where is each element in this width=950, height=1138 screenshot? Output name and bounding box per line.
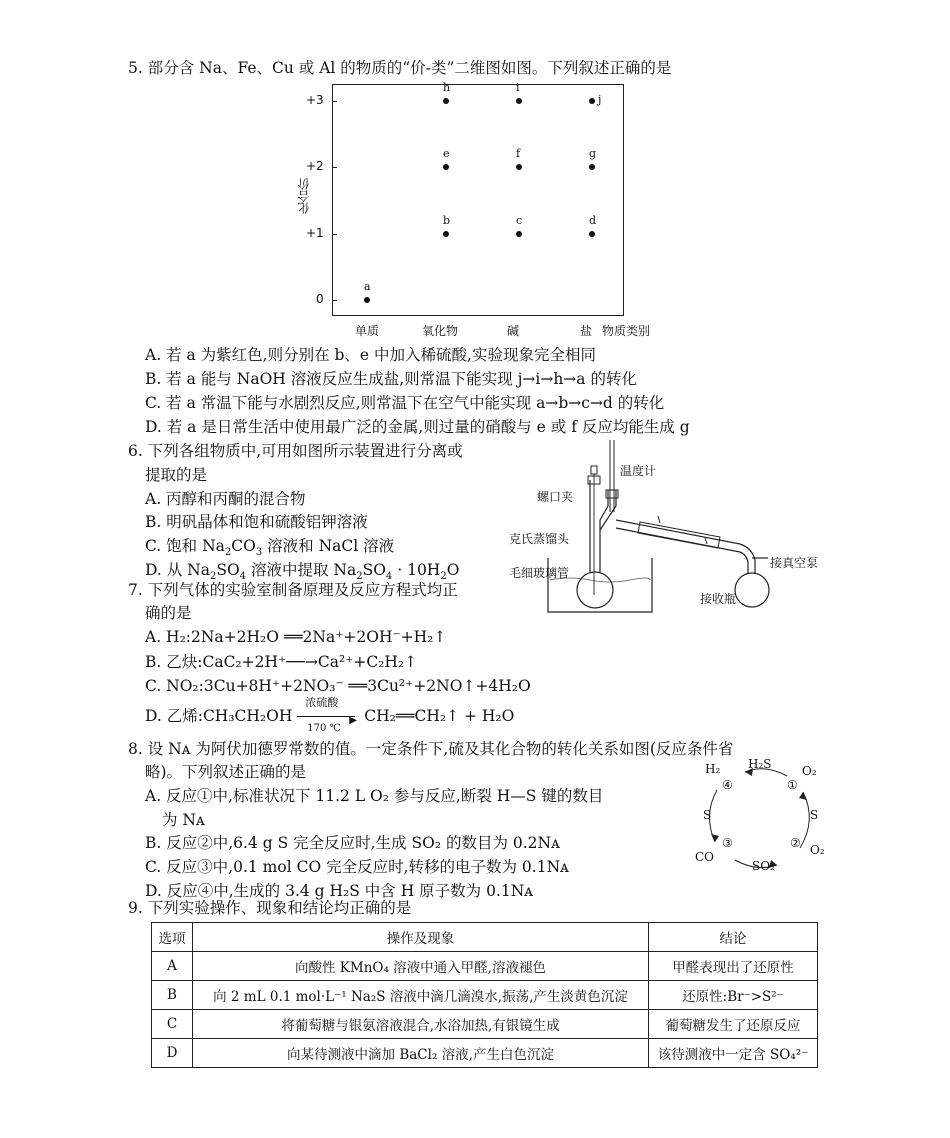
cell-operation: 向 2 mL 0.1 mol·L⁻¹ Na₂S 溶液中滴几滴溴水,振荡,产生淡黄色沉淀: [193, 981, 649, 1010]
q8-option-a-line2: 为 Nᴀ: [162, 811, 205, 829]
point-label-a: a: [364, 280, 371, 293]
label-thermometer: 温度计: [620, 464, 657, 478]
cell-operation: 向某待测液中滴加 BaCl₂ 溶液,产生白色沉淀: [193, 1039, 649, 1068]
q5-option-a: A. 若 a 为紫红色,则分别在 b、e 中加入稀硫酸,实验现象完全相同: [145, 346, 596, 364]
y-tick-mark: [332, 167, 337, 168]
table-header-row: [152, 923, 818, 952]
reaction-condition-arrow: 浓硫酸 ▶ 170 ℃: [297, 707, 359, 727]
point-a: [364, 297, 370, 303]
cell-option: B: [152, 981, 193, 1010]
point-label-e: e: [443, 147, 450, 160]
q6-option-c: C. 饱和 $Na_2CO_3$ 溶液和 NaCl 溶液: [145, 537, 395, 559]
cycle-h2s: H₂S: [748, 757, 772, 771]
cell-operation: 将葡萄糖与银氨溶液混合,水浴加热,有银镜生成: [193, 1010, 649, 1039]
q7-stem-line1: 7. 下列气体的实验室制备原理及反应方程式均正: [128, 581, 458, 599]
x-tick-label: 单质: [355, 324, 380, 338]
cycle-num-2: ②: [790, 836, 801, 850]
vacuum-distillation-apparatus: [540, 440, 830, 620]
label-vacuum-pump: 接真空泵: [770, 556, 819, 570]
x-tick-label: 盐: [580, 324, 593, 338]
header-conclusion: 结论: [649, 923, 818, 952]
cell-conclusion: 葡萄糖发生了还原反应: [649, 1010, 818, 1039]
cycle-s-left: S: [703, 808, 712, 822]
condition-bottom: 170 ℃: [307, 723, 341, 734]
q7-stem-line2: 确的是: [145, 604, 192, 622]
q6-option-b: B. 明矾晶体和饱和硫酸铝钾溶液: [145, 513, 368, 531]
point-d: [589, 231, 595, 237]
cycle-num-3: ③: [722, 836, 733, 850]
q8-stem-line1: 8. 设 Nᴀ 为阿伏加德罗常数的值。一定条件下,硫及其化合物的转化关系如图(反应条件省: [128, 740, 734, 758]
q7-option-c: C. NO₂:3Cu+8H⁺+2NO₃⁻ ══3Cu²⁺+2NO↑+4H₂O: [145, 677, 531, 695]
label-screw-clamp: 螺口夹: [537, 490, 574, 504]
x-tick-label: 氧化物: [422, 324, 459, 338]
header-option: 选项: [152, 923, 193, 952]
cycle-o2-top: O₂: [802, 764, 817, 778]
point-label-f: f: [516, 147, 521, 160]
cell-conclusion: 还原性:Br⁻>S²⁻: [649, 981, 818, 1010]
y-tick-label: +3: [306, 92, 324, 107]
point-label-b: b: [443, 213, 451, 227]
table-row: [152, 952, 818, 981]
y-tick-label: +1: [306, 225, 324, 240]
header-operation: 操作及现象: [193, 923, 649, 952]
q8-option-d: D. 反应④中,生成的 3.4 g H₂S 中含 H 原子数为 0.1Nᴀ: [145, 882, 534, 900]
q5-stem: 5. 部分含 Na、Fe、Cu 或 Al 的物质的“价-类”二维图如图。下列叙述正确的是: [128, 59, 672, 77]
cell-conclusion: 甲醛表现出了还原性: [649, 952, 818, 981]
y-tick-label: +2: [306, 159, 324, 173]
point-b: [443, 231, 449, 237]
q6-option-a: A. 丙醇和丙酮的混合物: [145, 490, 306, 508]
point-j: [589, 98, 595, 104]
y-tick-mark: [332, 234, 337, 235]
cycle-o2-bottom: O₂: [810, 843, 825, 857]
q6-stem-line2: 提取的是: [145, 466, 208, 484]
point-g: [589, 164, 595, 170]
table-row: [152, 981, 818, 1010]
q7-option-a: A. H₂:2Na+2H₂O ══2Na⁺+2OH⁻+H₂↑: [145, 628, 447, 646]
cell-conclusion: 该待测液中一定含 SO₄²⁻: [649, 1039, 818, 1068]
cell-option: A: [152, 952, 193, 981]
point-label-j: j: [598, 92, 602, 106]
chart-xlabel: 物质类别: [602, 324, 651, 338]
point-label-i: i: [516, 80, 520, 94]
label-capillary-tube: 毛细玻璃管: [509, 566, 570, 580]
cell-option: D: [152, 1039, 193, 1068]
cycle-num-4: ④: [722, 778, 733, 792]
table-row: [152, 1039, 818, 1068]
q7-option-d: D. 乙烯:CH₃CH₂OH 浓硫酸 ▶ 170 ℃ CH₂══CH₂↑ + H₂O: [145, 706, 514, 727]
cycle-co: CO: [695, 850, 715, 864]
point-c: [516, 231, 522, 237]
q6-stem-line1: 6. 下列各组物质中,可用如图所示装置进行分离或: [128, 442, 463, 460]
y-tick-label: 0: [316, 292, 324, 306]
cycle-so2: SO₂: [752, 859, 775, 873]
x-tick-label: 碱: [507, 324, 520, 338]
cycle-num-1: ①: [787, 778, 798, 792]
condition-top: 浓硫酸: [305, 696, 339, 709]
q8-option-b: B. 反应②中,6.4 g S 完全反应时,生成 SO₂ 的数目为 0.2Nᴀ: [145, 834, 560, 852]
chart-ylabel: 化合价: [297, 178, 311, 214]
point-h: [443, 98, 449, 104]
q5-option-c: C. 若 a 常温下能与水剧烈反应,则常温下在空气中能实现 a→b→c→d 的转化: [145, 394, 665, 412]
q5-option-d: D. 若 a 是日常生活中使用最广泛的金属,则过量的硝酸与 e 或 f 反应均能生成 g: [145, 418, 690, 436]
point-label-c: c: [516, 213, 523, 227]
q7-option-b: B. 乙炔:CaC₂+2H⁺──→Ca²⁺+C₂H₂↑: [145, 653, 418, 671]
cell-option: C: [152, 1010, 193, 1039]
q8-stem-line2: 略)。下列叙述正确的是: [145, 763, 307, 781]
cycle-s-right: S: [810, 808, 819, 822]
point-label-d: d: [589, 213, 597, 227]
q8-option-c: C. 反应③中,0.1 mol CO 完全反应时,转移的电子数为 0.1Nᴀ: [145, 858, 569, 876]
table-row: [152, 1010, 818, 1039]
point-i: [516, 98, 522, 104]
label-receiving-flask: 接收瓶: [700, 592, 737, 606]
valence-class-chart: [332, 84, 624, 316]
cycle-h2: H₂: [705, 762, 721, 776]
q5-option-b: B. 若 a 能与 NaOH 溶液反应生成盐,则常温下能实现 j→i→h→a 的转化: [145, 370, 637, 388]
q8-option-a-line1: A. 反应①中,标准状况下 11.2 L O₂ 参与反应,断裂 H—S 键的数目: [145, 787, 604, 805]
q6-option-d: D. 从 $Na_2SO_4$ 溶液中提取 $Na_2SO_4 \cdot 10H_2O$: [145, 561, 460, 583]
point-e: [443, 164, 449, 170]
cell-operation: 向酸性 KMnO₄ 溶液中通入甲醛,溶液褪色: [193, 952, 649, 981]
label-claisen-head: 克氏蒸馏头: [509, 532, 570, 546]
point-f: [516, 164, 522, 170]
y-tick-mark: [332, 300, 337, 301]
q9-table: [151, 922, 818, 1068]
point-label-g: g: [589, 147, 597, 160]
point-label-h: h: [443, 80, 451, 94]
y-tick-mark: [332, 101, 337, 102]
q9-stem: 9. 下列实验操作、现象和结论均正确的是: [128, 899, 412, 917]
chart-plot-area: [333, 85, 623, 315]
